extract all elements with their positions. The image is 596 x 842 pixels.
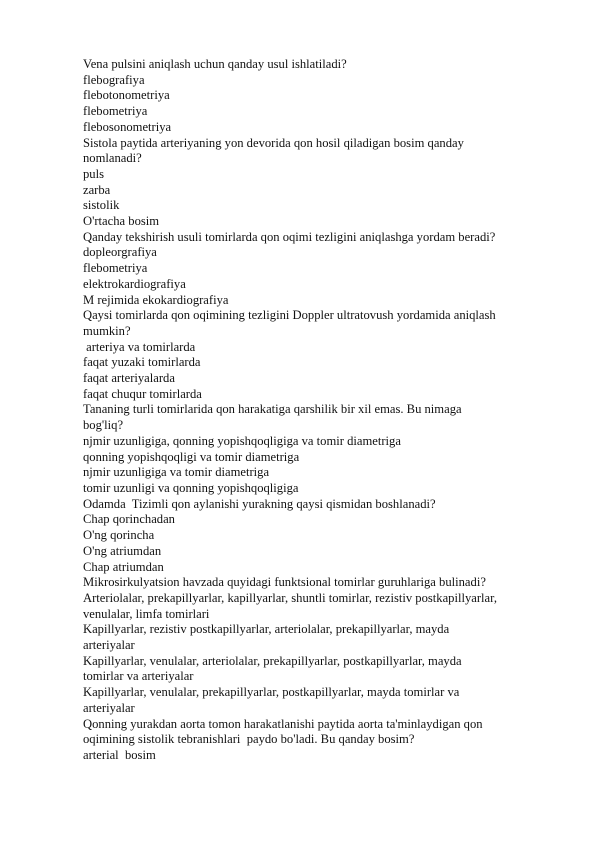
answer-option: tomir uzunligi va qonning yopishqoqligiga (83, 480, 299, 495)
question-4: Qaysi tomirlarda qon oqimining tezligini Doppler ultratovush yordamida aniqlash (83, 308, 496, 323)
question-4-continued: mumkin? (83, 323, 131, 338)
question-8: Qonning yurakdan aorta tomon harakatlanishi paytida aorta ta'minlaydigan qon (83, 716, 483, 731)
question-3: Qanday tekshirish usuli tomirlarda qon oqimi tezligini aniqlashga yordam beradi? (83, 229, 496, 244)
answer-option: njmir uzunligiga va tomir diametriga (83, 465, 270, 480)
question-7: Mikrosirkulyatsion havzada quyidagi funktsional tomirlar guruhlariga bulinadi? (83, 575, 486, 590)
answer-option: M rejimida ekokardiografiya (83, 292, 229, 307)
question-2: Sistola paytida arteriyaning yon devorida qon hosil qiladigan bosim qanday (83, 135, 464, 150)
answer-option: Kapillyarlar, venulalar, prekapillyarlar, postkapillyarlar, mayda tomirlar va (83, 685, 460, 700)
answer-option-continued: arteriyalar (83, 700, 135, 715)
answer-option-continued: arteriyalar (83, 638, 135, 653)
answer-option: faqat yuzaki tomirlarda (83, 355, 201, 370)
answer-option: flebosonometriya (83, 119, 172, 134)
question-8-continued: oqimining sistolik tebranishlari paydo bo'ladi. Bu qanday bosim? (83, 732, 415, 747)
question-5-continued: bog'liq? (83, 418, 124, 433)
answer-option: elektrokardiografiya (83, 276, 186, 291)
document-page (83, 57, 553, 764)
answer-option: O'rtacha bosim (83, 214, 160, 229)
answer-option: Kapillyarlar, rezistiv postkapillyarlar, arteriolalar, prekapillyarlar, mayda (83, 622, 450, 637)
answer-option: qonning yopishqoqligi va tomir diametriga (83, 449, 300, 464)
question-6: Odamda Tizimli qon aylanishi yurakning qaysi qismidan boshlanadi? (83, 496, 436, 511)
answer-option: njmir uzunligiga, qonning yopishqoqligiga va tomir diametriga (83, 433, 401, 448)
answer-option: faqat arteriyalarda (83, 371, 175, 386)
answer-option: flebotonometriya (83, 88, 170, 103)
answer-option-continued: tomirlar va arteriyalar (83, 669, 194, 684)
answer-option: O'ng atriumdan (83, 543, 162, 558)
answer-option: Arteriolalar, prekapillyarlar, kapillyarlar, shuntli tomirlar, rezistiv postkapillyarlar, (83, 590, 497, 605)
answer-option: faqat chuqur tomirlarda (83, 386, 202, 401)
answer-option: sistolik (83, 198, 120, 213)
answer-option: Chap qorinchadan (83, 512, 175, 527)
answer-option: flebometriya (83, 104, 148, 119)
question-2-continued: nomlanadi? (83, 151, 142, 166)
answer-option: Chap atriumdan (83, 559, 164, 574)
answer-option: dopleorgrafiya (83, 245, 157, 260)
answer-option-continued: venulalar, limfa tomirlari (83, 606, 210, 621)
answer-option: Kapillyarlar, venulalar, arteriolalar, prekapillyarlar, postkapillyarlar, mayda (83, 653, 462, 668)
answer-option: zarba (83, 182, 111, 197)
answer-option: arterial bosim (83, 747, 156, 762)
answer-option: flebometriya (83, 261, 148, 276)
answer-option: O'ng qorincha (83, 528, 155, 543)
question-1: Vena pulsini aniqlash uchun qanday usul ishlatiladi? (83, 57, 347, 71)
answer-option: puls (83, 166, 104, 181)
answer-option: arteriya va tomirlarda (83, 339, 196, 354)
answer-option: flebografiya (83, 72, 145, 87)
question-5: Tananing turli tomirlarida qon harakatiga qarshilik bir xil emas. Bu nimaga (83, 402, 462, 417)
